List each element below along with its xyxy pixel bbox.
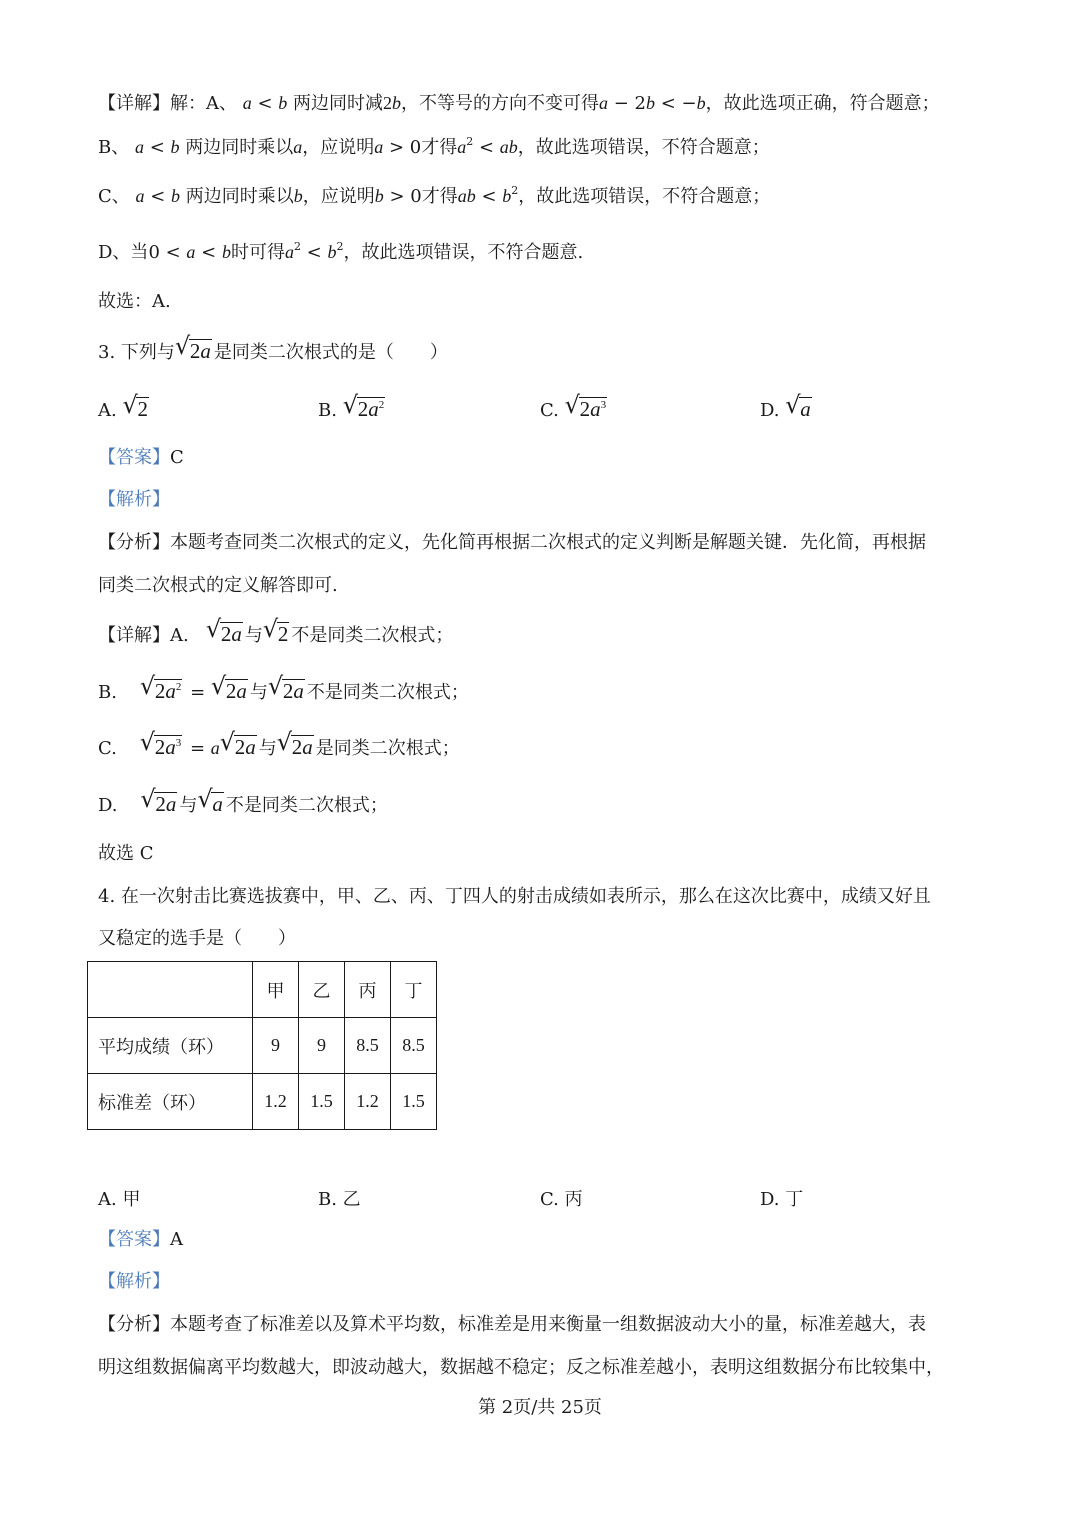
- q3-detail-c: C. √ $2a^3 = a$ √ 2a 与 √ 2a 是同类二次根式；: [98, 728, 460, 759]
- table-row: [88, 1018, 437, 1074]
- table-cell: 1.5: [391, 1074, 437, 1130]
- page-footer: 第 2页/共 25页: [478, 1397, 602, 1418]
- q2-detail-a: 【详解】解：A、 a < b 两边同时减2b，不等号的方向不变可得a − 2b < −b，故此选项正确，符合题意；: [98, 93, 940, 114]
- table-cell: 8.5: [345, 1018, 391, 1074]
- q3-fenxi-1: 【分析】本题考查同类二次根式的定义，先化简再根据二次根式的定义判断是解题关键．先化简，再根据: [98, 532, 926, 553]
- q2-detail-b: B、 a < b 两边同时乘以a，应说明a > 0才得$a^2$ < ab，故此选项错误，不符合题意；: [98, 135, 770, 158]
- q3-option-b[interactable]: B. √ $2a^2$: [318, 391, 385, 421]
- q4-analysis-heading: 【解析】: [98, 1271, 170, 1292]
- table-cell: 1.2: [253, 1074, 299, 1130]
- q3-option-a[interactable]: A. √ 2: [98, 391, 148, 421]
- score-table: [87, 961, 437, 1130]
- q2-detail-d: D、当0 < a < b时可得$a^2 < b^2$，故此选项错误，不符合题意.: [98, 240, 584, 263]
- table-cell: 标准差（环）: [88, 1074, 253, 1130]
- table-cell: 9: [253, 1018, 299, 1074]
- q2-detail-c: C、 a < b 两边同时乘以b，应说明b > 0才得ab < $b^2$，故此选项错误，不符合题意；: [98, 184, 771, 207]
- q3-detail-a: 【详解】A. √ 2a 与 √ 2 不是同类二次根式；: [98, 615, 454, 646]
- q4-answer: 【答案】A: [98, 1229, 183, 1250]
- q4-option-c[interactable]: C. 丙: [540, 1189, 583, 1210]
- q3-analysis-heading: 【解析】: [98, 489, 170, 510]
- table-cell: 1.5: [299, 1074, 345, 1130]
- q4-option-a[interactable]: A. 甲: [98, 1189, 141, 1210]
- table-row: [88, 1074, 437, 1130]
- q3-option-d[interactable]: D. √ a: [760, 391, 811, 421]
- q3-fenxi-2: 同类二次根式的定义解答即可.: [98, 575, 338, 596]
- table-cell: 甲: [253, 962, 299, 1018]
- q3-detail-d: D. √ 2a 与 √ a 不是同类二次根式；: [98, 785, 388, 816]
- q3-detail-b: B. √ $2a^2$ = √ 2a 与 √ 2a 不是同类二次根式；: [98, 672, 469, 703]
- table-cell: 1.2: [345, 1074, 391, 1130]
- table-header-row: [88, 962, 437, 1018]
- q3-conclusion: 故选 C: [98, 843, 154, 864]
- table-cell: 乙: [299, 962, 345, 1018]
- q3-stem: 3. 下列与 √ 2a 是同类二次根式的是（ ）: [98, 332, 448, 363]
- table-cell: 丙: [345, 962, 391, 1018]
- table-cell: 8.5: [391, 1018, 437, 1074]
- q3-answer: 【答案】C: [98, 447, 184, 468]
- q3-option-c[interactable]: C. √ $2a^3$: [540, 391, 607, 421]
- table-cell: 丁: [391, 962, 437, 1018]
- q4-option-b[interactable]: B. 乙: [318, 1189, 361, 1210]
- q2-conclusion: 故选：A.: [98, 291, 171, 312]
- table-cell: 平均成绩（环）: [88, 1018, 253, 1074]
- table-cell: [88, 962, 253, 1018]
- q4-option-d[interactable]: D. 丁: [760, 1189, 804, 1210]
- q4-stem-1: 4. 在一次射击比赛选拔赛中，甲、乙、丙、丁四人的射击成绩如表所示，那么在这次比赛中，成绩又好且: [98, 886, 931, 907]
- q4-stem-2: 又稳定的选手是（ ）: [98, 928, 296, 949]
- q4-fenxi-2: 明这组数据偏离平均数越大，即波动越大，数据越不稳定；反之标准差越小，表明这组数据分布比较集中，: [98, 1357, 944, 1378]
- table-cell: 9: [299, 1018, 345, 1074]
- q4-fenxi-1: 【分析】本题考查了标准差以及算术平均数，标准差是用来衡量一组数据波动大小的量，标准差越大，表: [98, 1314, 926, 1335]
